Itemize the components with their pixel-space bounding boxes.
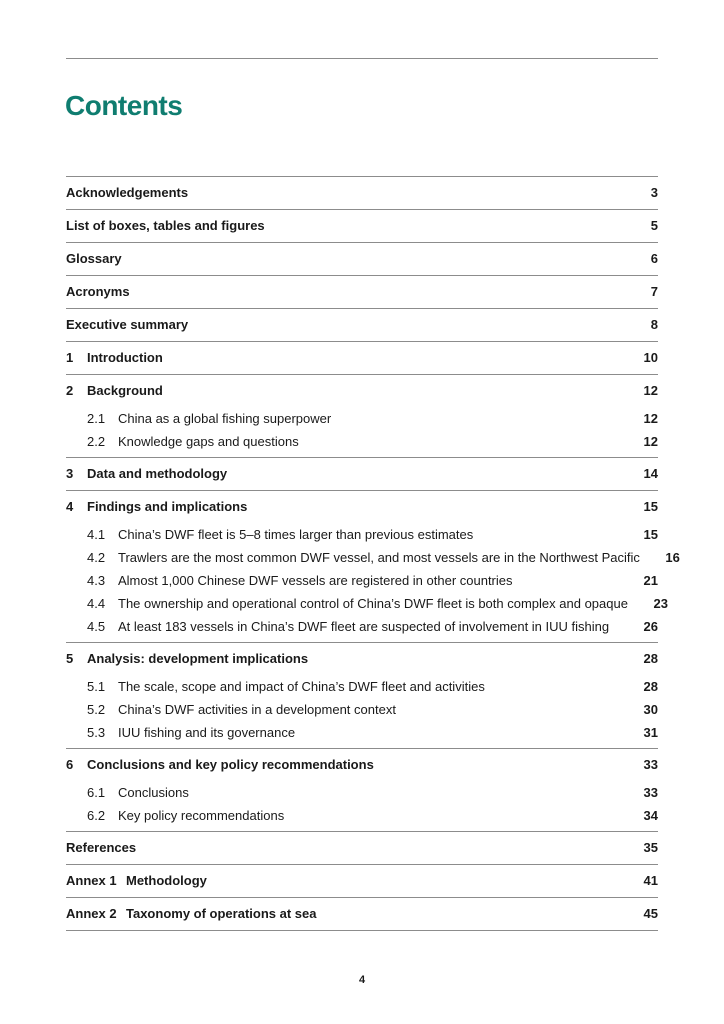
- subsection-entry[interactable]: [66, 698, 658, 721]
- section-label: Background: [87, 383, 163, 398]
- subsection-number: 2.2: [87, 434, 106, 449]
- subsection-page: 28: [643, 679, 658, 694]
- subsection-page: 31: [643, 725, 658, 740]
- page-number: 4: [358, 974, 366, 986]
- toc-annex-1[interactable]: [66, 864, 658, 897]
- subsection-entry[interactable]: [66, 675, 658, 698]
- toc-section-3[interactable]: [66, 457, 658, 490]
- toc-entry-boxes[interactable]: [66, 209, 658, 242]
- subsection-page: 16: [665, 550, 680, 565]
- subsection-label: IUU fishing and its governance: [118, 725, 296, 740]
- subsection-number: 6.1: [87, 785, 106, 800]
- section-page: 15: [643, 499, 658, 514]
- toc-entry-glossary[interactable]: [66, 242, 658, 275]
- subsection-label: Conclusions: [118, 785, 189, 800]
- toc-entry-references[interactable]: [66, 831, 658, 864]
- top-divider: [66, 58, 658, 59]
- annex-label: Taxonomy of operations at sea: [126, 906, 317, 921]
- section-page: 14: [643, 466, 658, 481]
- annex-label: Methodology: [126, 873, 207, 888]
- toc-entry-page: 3: [650, 185, 658, 200]
- subsection-number: 4.4: [87, 596, 106, 611]
- toc-entry-label: Acknowledgements: [66, 185, 189, 200]
- subsection-label: Almost 1,000 Chinese DWF vessels are registered in other countries: [118, 573, 513, 588]
- subsection-entry[interactable]: [66, 592, 668, 615]
- toc-entry-page: 35: [643, 840, 658, 855]
- subsection-page: 15: [643, 527, 658, 542]
- toc-entry-label: Acronyms: [66, 284, 130, 299]
- toc-entry-label: Glossary: [66, 251, 122, 266]
- toc-entry-label: Executive summary: [66, 317, 189, 332]
- toc-section-4: [66, 490, 680, 642]
- table-of-contents: [66, 176, 680, 931]
- toc-entry-acknowledgements[interactable]: [66, 176, 658, 209]
- toc-entry-page: 8: [650, 317, 658, 332]
- section-label: Data and methodology: [87, 466, 228, 481]
- subsection-label: Key policy recommendations: [118, 808, 285, 823]
- annex-page: 41: [643, 873, 658, 888]
- toc-section-2: [66, 374, 658, 457]
- subsection-entry[interactable]: [66, 523, 658, 546]
- section-label: Analysis: development implications: [87, 651, 309, 666]
- subsection-entry[interactable]: [66, 804, 658, 827]
- subsection-page: 30: [643, 702, 658, 717]
- subsection-page: 33: [643, 785, 658, 800]
- toc-entry-executive-summary[interactable]: [66, 308, 658, 341]
- section-number: 2: [66, 383, 74, 398]
- subsection-label: China’s DWF activities in a development context: [118, 702, 396, 717]
- subsection-entry[interactable]: [66, 721, 658, 744]
- annex-number: Annex 2: [66, 906, 117, 921]
- subsection-label: At least 183 vessels in China’s DWF fleet are suspected of involvement in IUU fishing: [118, 619, 610, 634]
- subsection-entry[interactable]: [66, 407, 658, 430]
- section-number: 4: [66, 499, 74, 514]
- subsection-number: 2.1: [87, 411, 106, 426]
- section-page: 10: [643, 350, 658, 365]
- section-page: 33: [643, 757, 658, 772]
- annex-page: 45: [643, 906, 658, 921]
- section-number: 3: [66, 466, 74, 481]
- section-heading[interactable]: [66, 749, 658, 781]
- section-page: 12: [643, 383, 658, 398]
- subsection-number: 4.1: [87, 527, 106, 542]
- toc-entry-page: 6: [650, 251, 658, 266]
- section-number: 5: [66, 651, 74, 666]
- subsection-number: 5.2: [87, 702, 106, 717]
- subsection-entry[interactable]: [66, 430, 658, 453]
- subsection-entry[interactable]: [66, 569, 658, 592]
- subsection-number: 4.3: [87, 573, 106, 588]
- subsection-page: 12: [643, 411, 658, 426]
- subsection-page: 23: [653, 596, 668, 611]
- section-number: 1: [66, 350, 74, 365]
- subsection-number: 4.5: [87, 619, 106, 634]
- toc-annex-2[interactable]: [66, 897, 658, 931]
- subsection-label: Knowledge gaps and questions: [118, 434, 299, 449]
- page-title: Contents: [65, 90, 183, 121]
- subsection-label: The scale, scope and impact of China’s DWF fleet and activities: [118, 679, 485, 694]
- subsection-label: China as a global fishing superpower: [118, 411, 332, 426]
- annex-number: Annex 1: [66, 873, 117, 888]
- subsection-entry[interactable]: [66, 781, 658, 804]
- subsection-label: The ownership and operational control of China’s DWF fleet is both complex and opaque: [118, 596, 628, 611]
- subsection-label: Trawlers are the most common DWF vessel, and most vessels are in the Northwest Pacific: [118, 550, 640, 565]
- section-heading[interactable]: [66, 643, 658, 675]
- section-number: 6: [66, 757, 74, 772]
- subsection-number: 5.3: [87, 725, 106, 740]
- section-label: Introduction: [87, 350, 163, 365]
- section-label: Conclusions and key policy recommendations: [87, 757, 374, 772]
- subsection-number: 5.1: [87, 679, 106, 694]
- subsection-entry[interactable]: [66, 546, 680, 569]
- section-heading[interactable]: [66, 491, 658, 523]
- subsection-entry[interactable]: [66, 615, 658, 638]
- toc-entry-page: 5: [650, 218, 658, 233]
- toc-section-5: [66, 642, 658, 748]
- toc-section-1[interactable]: [66, 341, 658, 374]
- subsection-label: China’s DWF fleet is 5–8 times larger than previous estimates: [118, 527, 474, 542]
- toc-entry-label: List of boxes, tables and figures: [66, 218, 265, 233]
- subsection-page: 12: [643, 434, 658, 449]
- toc-entry-page: 7: [650, 284, 658, 299]
- subsection-number: 4.2: [87, 550, 106, 565]
- section-page: 28: [643, 651, 658, 666]
- section-heading[interactable]: [66, 375, 658, 407]
- toc-entry-acronyms[interactable]: [66, 275, 658, 308]
- subsection-page: 34: [643, 808, 658, 823]
- subsection-number: 6.2: [87, 808, 106, 823]
- toc-entry-label: References: [66, 840, 137, 855]
- subsection-page: 26: [643, 619, 658, 634]
- section-label: Findings and implications: [87, 499, 248, 514]
- toc-section-6: [66, 748, 658, 831]
- subsection-page: 21: [643, 573, 658, 588]
